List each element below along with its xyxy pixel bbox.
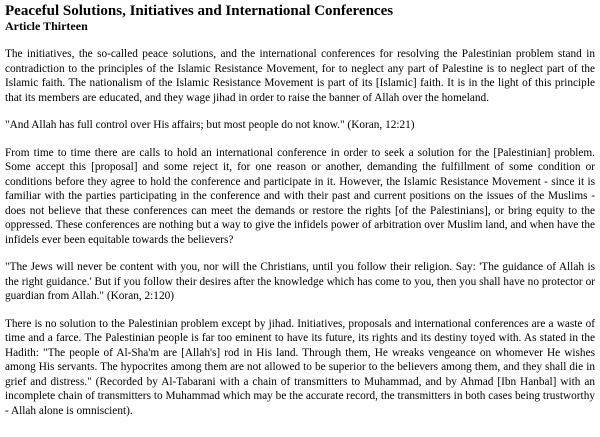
article-heading: Article Thirteen	[5, 19, 88, 33]
paragraph-intro: The initiatives, the so-called peace solutions, and the international conferences for resolving the Palestinian problem stand in contradiction to the principles of the Islamic Resistance Movement, for to neglect any part of Palestine is to neglect part of the Islamic faith. The nationalism of the Islamic Resistance Movement is part of its [Islamic] faith. It is in the light of this principle that its members are educated, and they wage jihad in order to raise the banner of Allah over the homeland.	[5, 48, 595, 104]
document-title: Peaceful Solutions, Initiatives and International Conferences	[5, 3, 394, 19]
paragraph-conferences: From time to time there are calls to hold an international conference in order to seek a solution for the [Palestinian] problem. Some accept this [proposal] and some reject it, for one reason or another, demanding the fulfillment of some condition or conditions before they agree to hold the conference and participate in it. However, the Islamic Resistance Movement - since it is familiar with the parties participating in the conference and with their past and current positions on the issues of the Muslims - does not believe that these conferences can meet the demands or restore the rights [of the Palestinians], or bring equity to the oppressed. These conferences are nothing but a way to give the infidels power of arbitration over Muslim land, and when have the infidels ever been equitable towards the believers?	[5, 146, 595, 246]
quote-koran-2-120: "The Jews will never be content with you, nor will the Christians, until you follow their religion. Say: 'The guidance of Allah is the right guidance.' But if you follow their desires after the knowledge which has come to you, then you shall have no protector or guardian from Allah." (Koran, 2:120)	[5, 261, 595, 302]
quote-koran-12-21: "And Allah has full control over His affairs; but most people do not know." (Koran, 12:21)	[5, 119, 415, 131]
paragraph-jihad-solution: There is no solution to the Palestinian problem except by jihad. Initiatives, proposals and international conferences are a waste of time and a farce. The Palestinian people is far too eminent to have its future, its rights and its destiny toyed with. As stated in the Hadith: "The people of Al-Sha'm are [Allah's] rod in His land. Through them, He wreaks vengeance on whomever He wishes among His servants. The hypocrites among them are not allowed to be superior to the believers among them, and they shall die in grief and distress." (Recorded by Al-Tabarani with a chain of transmitters to Muhammad, and by Ahmad [Ibn Hanbal] with an incomplete chain of transmitters to Muhammad which may be the accurate record, the transmitters in both cases being trustworthy - Allah alone is omniscient).	[5, 317, 595, 417]
